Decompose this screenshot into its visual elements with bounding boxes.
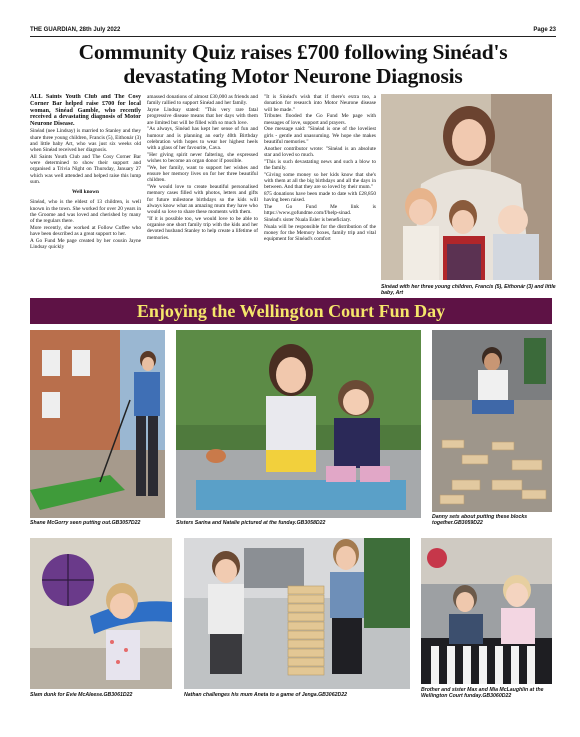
article-column-3 xyxy=(264,94,376,284)
article-paragraph: "Her giving spirit never faltering, she expressed wishes to become an organ donor if possible. xyxy=(147,151,258,164)
article-paragraph: "We, her family, want to support her wishes and ensure her memory lives on for her three beautiful children. xyxy=(147,164,258,184)
main-photo-caption: Sinéad with her three young children, Francis (5), Eithonár (3) and little baby, Art xyxy=(381,284,556,297)
shane-putting-image xyxy=(30,330,165,518)
article-paragraph: Sinéad, who is the eldest of 13 children, is well known in the town. She worked for over 20 years in the Groome and was loved and cherished by many of the regulars there. xyxy=(30,199,141,225)
article-paragraph: All Saints Youth Club and The Cosy Corner Bar were determined to show their support and organised a Trivia Night on Thursday, January 27 which was well attended and helped raise this lump sum. xyxy=(30,153,141,185)
article-paragraph: "We would love to create beautiful personalised memory cases filled with photos, letters and gifts for future milestone birthdays so the kids will always know what an amazing mum they have who would so love to share these moments with them. xyxy=(147,184,258,215)
article-paragraph: The Go Fund Me link is https://www.gofundme.com/f/help-sinad. xyxy=(264,203,376,216)
article-paragraph: Nuala will be responsible for the distribution of the money for the Memory boxes, family trip and vital equipment for Sinéad's comfort xyxy=(264,223,376,242)
main-photo xyxy=(381,94,552,280)
caption-evie: Slam dunk for Evie McAleese.GB3061D22 xyxy=(30,692,133,698)
article-paragraph: Sinéad's sister Nuala Esler is beneficiary. xyxy=(264,216,352,223)
headline: Community Quiz raises £700 following Sinéad's devastating Motor Neurone Diagnosis xyxy=(78,40,508,88)
caption-max-mia: Brother and sister Max and Mia McLaughlin at the Wellington Court funday.GB3060D22 xyxy=(421,687,544,700)
article-paragraph: Another contributor wrote: "Sinéad is an absolute star and loved so much. xyxy=(264,145,376,158)
article-paragraph: "Giving some money so her kids know that she's with them at all the big birthdays and all the days in between. And that they are so loved by their mum." xyxy=(264,171,376,190)
article-paragraph: "If it is possible too, we would love to be able to organise one short family trip with the kids and her devoted husband Stanley to help create a lifetime of memories. xyxy=(147,215,258,241)
article-paragraph: More recently, she worked at Follow Coffee who have been described as a great support to her. xyxy=(30,224,141,238)
article-paragraph: Tributes flooded the Go Fund Me page with messages of love, support and prayers. xyxy=(264,113,376,126)
header-rule xyxy=(30,36,556,37)
paper-date: THE GUARDIAN, 28th July 2022 xyxy=(30,27,121,33)
article-paragraph: "As always, Sinéad has kept her sense of fun and humour and is planning an early 40th Birthday celebration with hopes to wear her highest heels with a glass of her favourite, Cava. xyxy=(147,126,258,151)
article-paragraph: amassed donations of almost £30,000 as friends and family rallied to support Sinéad and her family. xyxy=(147,94,258,107)
article-paragraph: ALL Saints Youth Club and The Cosy Corner Bar helped raise £700 for local woman, Sinéad Gamble, who recently received a devastating diagnosis of Motor Neurone Disease. xyxy=(30,94,141,128)
mother-children-image xyxy=(381,94,552,280)
max-mia-image xyxy=(421,538,552,684)
article-paragraph: "It is Sinéad's wish that if there's extra too, a donation for research into Motor Neurone disease will be made." xyxy=(264,94,376,113)
nathan-jenga-image xyxy=(184,538,410,689)
article-paragraph: Jayne Lindsay stated: "This very rare fatal progressive disease means that her days with them are limited but will be filled with so much love. xyxy=(147,107,258,126)
caption-shane: Shane McGorry seen putting out.GB3057D22 xyxy=(30,520,141,526)
caption-danny: Danny sets about putting these blocks together.GB3059D22 xyxy=(432,514,528,527)
photo-shane xyxy=(30,330,165,518)
photo-danny xyxy=(432,330,552,512)
article-subheading: Well known xyxy=(72,189,99,196)
photo-nathan xyxy=(184,538,410,689)
article-column-1 xyxy=(30,94,141,284)
evie-basketball-image xyxy=(30,538,172,689)
photo-sisters xyxy=(176,330,421,518)
sisters-image xyxy=(176,330,421,518)
article-column-2 xyxy=(147,94,258,284)
caption-nathan: Nathan challenges his mum Aneta to a game of Jenga.GB3062D22 xyxy=(184,692,347,698)
article-paragraph: Sinéad (nee Lindsay) is married to Stanley and they share three young children, Francis (5), Eithonár (3) and little baby Art, who was just six weeks old when Sinéad received her diagnosis. xyxy=(30,128,141,154)
photo-max-mia xyxy=(421,538,552,684)
article-paragraph: One message said: "Sinéad is one of the loveliest girls - gentle and unassuming. We hope she makes beautiful memories." xyxy=(264,126,376,145)
article-paragraph: A Go Fund Me page created by her cousin Jayne Lindsay quickly xyxy=(30,237,141,251)
page-number: Page 23 xyxy=(533,27,556,33)
section-banner: Enjoying the Wellington Court Fun Day xyxy=(30,298,552,324)
article-paragraph: 875 donations have been made to date with £28,850 having been raised. xyxy=(264,190,376,203)
photo-evie xyxy=(30,538,172,689)
caption-sisters: Sisters Sarina and Natalie pictured at the funday.GB3058D22 xyxy=(176,520,326,526)
article-paragraph: "This is such devastating news and such a blow to the family. xyxy=(264,158,376,171)
danny-blocks-image xyxy=(432,330,552,512)
